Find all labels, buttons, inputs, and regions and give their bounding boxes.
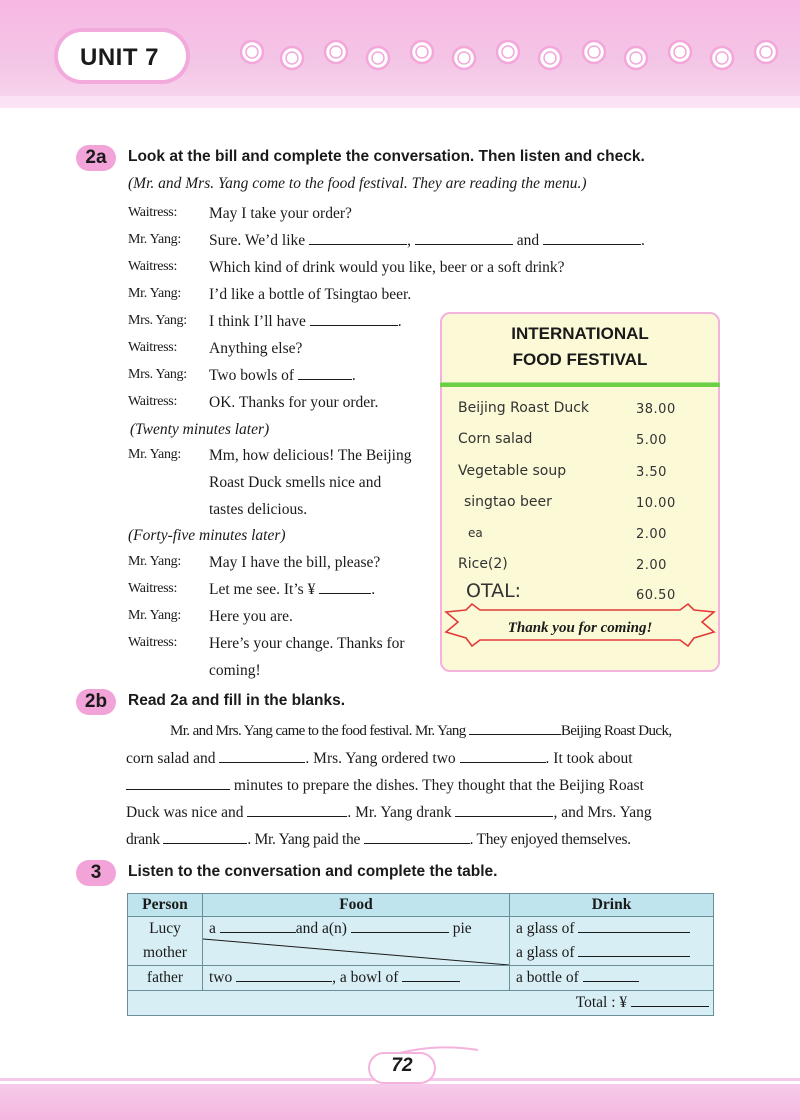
speaker: Mr. Yang: bbox=[128, 554, 181, 569]
utterance: Anything else? bbox=[209, 340, 303, 357]
utterance-part: . bbox=[351, 367, 356, 384]
passage-text: Mr. and Mrs. Yang came to the food festival. Mr. Yang bbox=[170, 723, 466, 739]
food-text: a bbox=[209, 920, 216, 937]
speaker: Mr. Yang: bbox=[128, 608, 181, 623]
utterance: May I have the bill, please? bbox=[209, 554, 381, 571]
answer-blank[interactable] bbox=[460, 750, 546, 763]
column-header: Person bbox=[128, 894, 203, 917]
table-row bbox=[128, 917, 714, 942]
bill-item-price: 3.50 bbox=[636, 465, 667, 480]
unit-label: UNIT 7 bbox=[80, 44, 160, 71]
passage-line bbox=[170, 722, 760, 740]
section-3-badge: 3 bbox=[76, 860, 116, 886]
speaker: Waitress: bbox=[128, 581, 178, 596]
passage-text: . Mr. Yang drank bbox=[347, 804, 452, 821]
answer-blank[interactable] bbox=[455, 804, 553, 817]
answer-blank[interactable] bbox=[126, 777, 230, 790]
passage-line bbox=[126, 750, 716, 768]
utterance bbox=[209, 232, 645, 250]
person-cell: Lucy bbox=[128, 917, 203, 942]
passage-text: , and Mrs. Yang bbox=[553, 804, 652, 821]
passage-text: drank bbox=[126, 831, 160, 848]
answer-blank[interactable] bbox=[310, 313, 398, 326]
header-strip bbox=[0, 96, 800, 108]
table-header-row bbox=[128, 894, 714, 917]
bill-item-name: singtao beer bbox=[464, 494, 552, 510]
utterance-part: . bbox=[397, 313, 402, 330]
diagonal-line bbox=[203, 917, 509, 965]
drink-text: a glass of bbox=[516, 920, 575, 937]
answer-blank[interactable] bbox=[364, 831, 470, 844]
section-3-instruction: Listen to the conversation and complete the table. bbox=[128, 863, 498, 880]
column-header: Drink bbox=[510, 894, 714, 917]
utterance: coming! bbox=[209, 662, 261, 679]
utterance bbox=[209, 313, 402, 331]
page-number: 72 bbox=[391, 1055, 413, 1076]
utterance-part: Two bowls of bbox=[209, 367, 295, 384]
total-cell bbox=[510, 991, 714, 1016]
answer-blank[interactable] bbox=[298, 367, 352, 380]
passage-text: . They enjoyed themselves. bbox=[469, 831, 631, 848]
utterance: Here’s your change. Thanks for bbox=[209, 635, 405, 652]
section-2a-instruction: Look at the bill and complete the conversation. Then listen and check. bbox=[128, 148, 645, 165]
passage-text: . It took about bbox=[545, 750, 633, 767]
bill-divider bbox=[440, 382, 720, 387]
bill-item-name: Beijing Roast Duck bbox=[458, 400, 590, 416]
stage-direction: (Forty-five minutes later) bbox=[128, 527, 286, 544]
answer-blank[interactable] bbox=[469, 722, 561, 735]
passage-line bbox=[126, 831, 716, 849]
bill-item-price: 2.00 bbox=[636, 558, 667, 573]
table-row bbox=[128, 991, 714, 1016]
answer-blank[interactable] bbox=[543, 232, 641, 245]
column-header: Food bbox=[203, 894, 510, 917]
answer-blank[interactable] bbox=[631, 994, 709, 1007]
utterance: I’d like a bottle of Tsingtao beer. bbox=[209, 286, 412, 303]
answer-blank[interactable] bbox=[578, 920, 690, 933]
bill-item-price: 38.00 bbox=[636, 402, 676, 417]
utterance: Mm, how delicious! The Beijing bbox=[209, 447, 412, 464]
answer-blank[interactable] bbox=[319, 581, 371, 594]
drink-text: a bottle of bbox=[516, 969, 579, 986]
answer-blank[interactable] bbox=[163, 831, 247, 844]
bill-item-price: 10.00 bbox=[636, 496, 676, 511]
bill-title-line1: INTERNATIONAL bbox=[511, 324, 649, 343]
answer-blank[interactable] bbox=[309, 232, 407, 245]
empty-cell bbox=[203, 991, 510, 1016]
answer-blank[interactable] bbox=[402, 969, 460, 982]
passage-text: . Mrs. Yang ordered two bbox=[305, 750, 456, 767]
utterance: Which kind of drink would you like, beer or a soft drink? bbox=[209, 259, 565, 276]
section-2a-context: (Mr. and Mrs. Yang come to the food festival. They are reading the menu.) bbox=[128, 175, 587, 192]
food-text: pie bbox=[452, 920, 472, 937]
section-2a-badge: 2a bbox=[76, 145, 116, 171]
utterance: May I take your order? bbox=[209, 205, 352, 222]
passage-text: Duck was nice and bbox=[126, 804, 244, 821]
bill-total-value: 60.50 bbox=[636, 588, 676, 603]
bill-item-name: Rice(2) bbox=[458, 556, 508, 572]
speaker: Waitress: bbox=[128, 635, 178, 650]
food-text: , a bowl of bbox=[332, 969, 399, 986]
drink-cell bbox=[510, 966, 714, 991]
bill-item-name: ea bbox=[468, 526, 483, 540]
stage-direction: (Twenty minutes later) bbox=[130, 421, 270, 438]
passage-text: minutes to prepare the dishes. They thought that the Beijing Roast bbox=[233, 777, 644, 794]
speaker: Mrs. Yang: bbox=[128, 313, 187, 328]
utterance-part: Let me see. It’s ¥ bbox=[209, 581, 316, 598]
passage-text: Beijing Roast Duck, bbox=[560, 723, 672, 739]
answer-blank[interactable] bbox=[578, 944, 690, 957]
utterance-part: . bbox=[640, 232, 645, 249]
food-festival-bill bbox=[440, 312, 720, 672]
utterance bbox=[209, 367, 356, 385]
bill-item-price: 2.00 bbox=[636, 527, 667, 542]
answer-blank[interactable] bbox=[583, 969, 639, 982]
listening-table bbox=[127, 893, 714, 1016]
person-cell: father bbox=[128, 966, 203, 991]
bill-item-name: Vegetable soup bbox=[458, 463, 567, 479]
drink-text: a glass of bbox=[516, 944, 575, 961]
utterance: Roast Duck smells nice and bbox=[209, 474, 382, 491]
food-cell bbox=[203, 917, 510, 966]
bill-title-line2: FOOD FESTIVAL bbox=[512, 350, 648, 369]
section-2b-instruction: Read 2a and fill in the blanks. bbox=[128, 692, 346, 709]
utterance: OK. Thanks for your order. bbox=[209, 394, 379, 411]
speaker: Waitress: bbox=[128, 205, 178, 220]
speaker: Waitress: bbox=[128, 259, 178, 274]
speaker: Mr. Yang: bbox=[128, 286, 181, 301]
answer-blank[interactable] bbox=[236, 969, 332, 982]
drink-cell bbox=[510, 917, 714, 942]
empty-cell bbox=[128, 991, 203, 1016]
answer-blank[interactable] bbox=[247, 804, 347, 817]
person-cell: mother bbox=[128, 941, 203, 966]
bill-thanks: Thank you for coming! bbox=[507, 620, 653, 636]
drink-cell bbox=[510, 941, 714, 966]
speaker: Mr. Yang: bbox=[128, 232, 181, 247]
food-text: and a(n) bbox=[295, 920, 347, 937]
utterance-part: . bbox=[371, 581, 376, 598]
passage-text: . Mr. Yang paid the bbox=[247, 831, 361, 848]
utterance-part: Sure. We’d like bbox=[209, 232, 306, 249]
utterance-part: , bbox=[407, 232, 411, 249]
section-2b-badge: 2b bbox=[76, 689, 116, 715]
utterance: tastes delicious. bbox=[209, 501, 308, 518]
speaker: Mr. Yang: bbox=[128, 447, 181, 462]
utterance bbox=[209, 581, 375, 599]
passage-line bbox=[126, 804, 716, 822]
decorative-circles bbox=[238, 38, 798, 78]
utterance-part: and bbox=[516, 232, 540, 249]
passage-text: corn salad and bbox=[126, 750, 216, 767]
bill-total-label: OTAL: bbox=[466, 580, 522, 602]
total-label: Total : ¥ bbox=[575, 994, 628, 1011]
food-text: two bbox=[209, 969, 233, 986]
utterance: Here you are. bbox=[209, 608, 293, 625]
speaker: Waitress: bbox=[128, 340, 178, 355]
passage-line bbox=[126, 777, 716, 795]
speaker: Waitress: bbox=[128, 394, 178, 409]
answer-blank[interactable] bbox=[415, 232, 513, 245]
answer-blank[interactable] bbox=[219, 750, 305, 763]
utterance-part: I think I’ll have bbox=[209, 313, 306, 330]
speaker: Mrs. Yang: bbox=[128, 367, 187, 382]
food-cell bbox=[203, 966, 510, 991]
bill-item-name: Corn salad bbox=[458, 431, 533, 447]
footer-band bbox=[0, 1084, 800, 1120]
bill-item-price: 5.00 bbox=[636, 433, 667, 448]
table-row bbox=[128, 966, 714, 991]
